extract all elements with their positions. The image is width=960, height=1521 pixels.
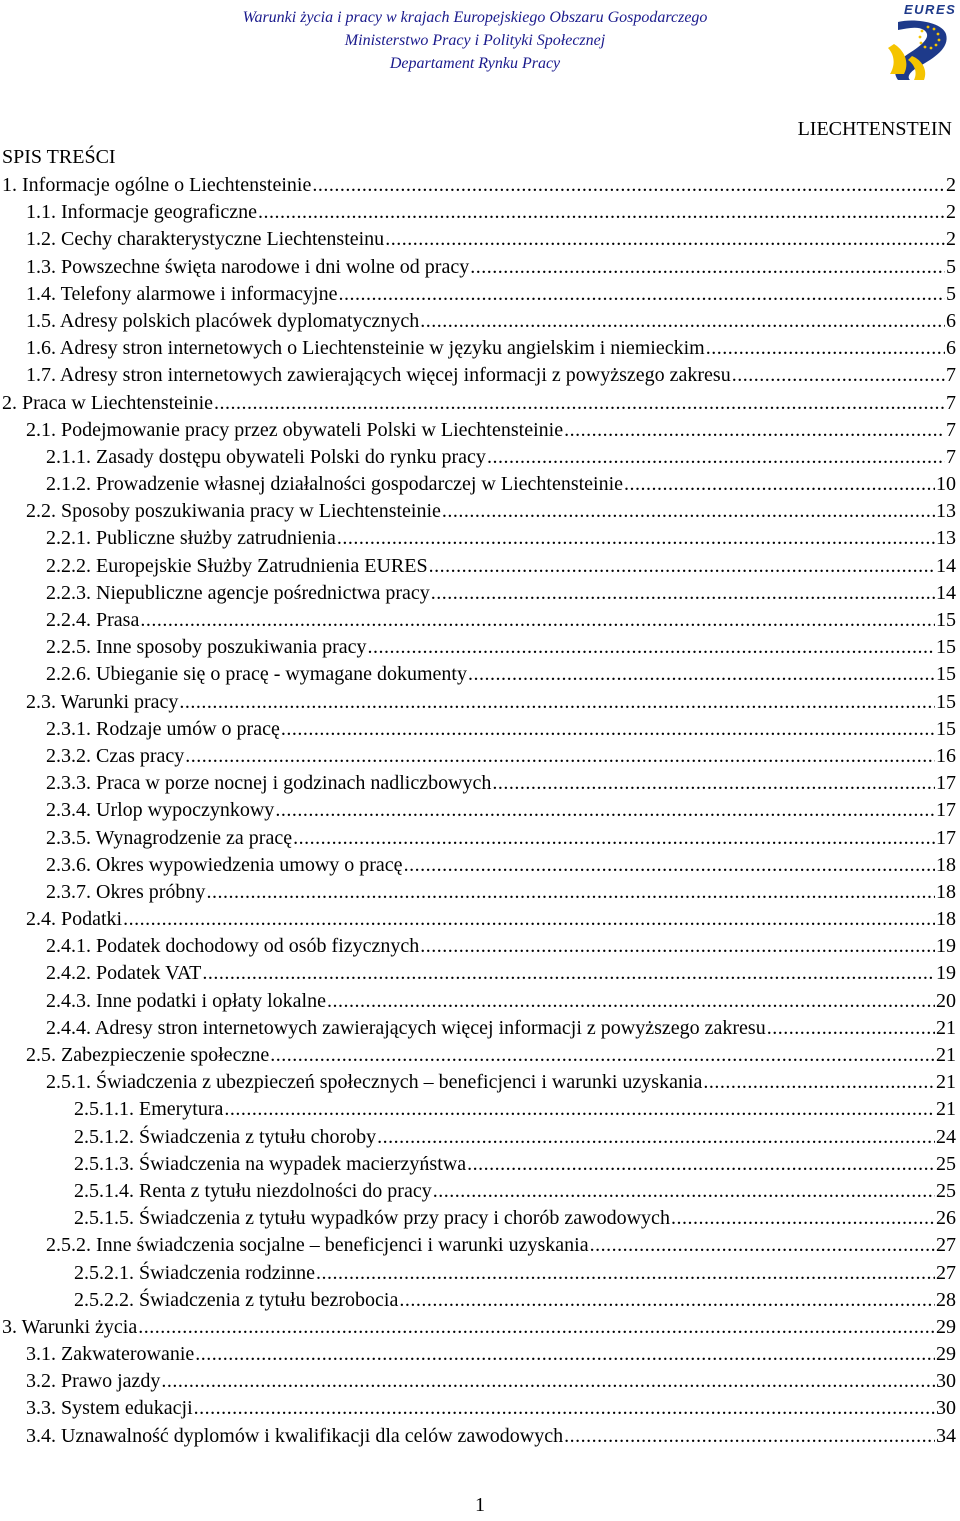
toc-entry-page: 27 <box>936 1261 956 1284</box>
toc-entry-label: 1.4. Telefony alarmowe i informacyjne <box>26 282 338 305</box>
toc-entry-page: 2 <box>946 228 956 251</box>
toc-dot-leader <box>123 906 935 933</box>
toc-entry[interactable] <box>0 281 956 308</box>
toc-entry-page: 21 <box>936 1016 956 1039</box>
toc-entry[interactable] <box>0 254 956 281</box>
toc-entry-page: 7 <box>946 418 956 441</box>
toc-entry-label: 3.1. Zakwaterowanie <box>26 1343 195 1366</box>
toc-entry-label: 3.2. Prawo jazdy <box>26 1370 161 1393</box>
toc-entry[interactable] <box>0 390 956 417</box>
country-title: LIECHTENSTEIN <box>797 118 952 140</box>
toc-dot-leader <box>429 553 935 580</box>
toc-entry-page: 14 <box>936 554 956 577</box>
toc-entry[interactable] <box>0 770 956 797</box>
toc-dot-leader <box>224 1096 935 1123</box>
toc-entry-label: 2.3.6. Okres wypowiedzenia umowy o pracę <box>46 853 403 876</box>
toc-dot-leader <box>703 1069 935 1096</box>
toc-dot-leader <box>138 1314 935 1341</box>
toc-entry-label: 2.2.3. Niepubliczne agencje pośrednictwa pracy <box>46 581 430 604</box>
toc-dot-leader <box>671 1205 935 1232</box>
toc-entry-page: 25 <box>936 1152 956 1175</box>
toc-entry-page: 7 <box>946 445 956 468</box>
toc-entry[interactable] <box>0 1124 956 1151</box>
toc-dot-leader <box>487 444 945 471</box>
toc-dot-leader <box>316 1260 935 1287</box>
toc-dot-leader <box>338 281 945 308</box>
toc-dot-leader <box>732 362 945 389</box>
toc-entry-label: 2.1.2. Prowadzenie własnej działalności gospodarczej w Liechtensteinie <box>46 473 624 496</box>
toc-entry-label: 2.2. Sposoby poszukiwania pracy w Liechtensteinie <box>26 500 441 523</box>
toc-dot-leader <box>312 172 945 199</box>
toc-entry-label: 1.1. Informacje geograficzne <box>26 201 257 224</box>
toc-entry-label: 1.3. Powszechne święta narodowe i dni wolne od pracy <box>26 255 470 278</box>
toc-entry-page: 27 <box>936 1234 956 1257</box>
header-line-2: Ministerstwo Pracy i Polityki Społecznej <box>344 32 606 49</box>
toc-entry[interactable] <box>0 362 956 389</box>
toc-entry-page: 5 <box>946 255 956 278</box>
toc-entry-label: 2. Praca w Liechtensteinie <box>2 391 214 414</box>
toc-entry[interactable] <box>0 1314 956 1341</box>
toc-dot-leader <box>420 933 935 960</box>
toc-entry[interactable] <box>0 1178 956 1205</box>
toc-entry[interactable] <box>0 553 956 580</box>
toc-entry-page: 13 <box>936 500 956 523</box>
toc-entry-label: 2.5.2.1. Świadczenia rodzinne <box>74 1261 316 1284</box>
toc-dot-leader <box>470 254 945 281</box>
toc-entry-page: 2 <box>946 174 956 196</box>
toc-dot-leader <box>281 716 935 743</box>
toc-entry-page: 15 <box>936 690 956 713</box>
toc-entry-label: 1. Informacje ogólne o Liechtensteinie <box>2 174 312 196</box>
toc-dot-leader <box>706 335 945 362</box>
toc-entry-page: 29 <box>936 1343 956 1366</box>
toc-entry-page: 21 <box>936 1044 956 1066</box>
toc-entry[interactable] <box>0 308 956 335</box>
toc-entry[interactable] <box>0 444 956 471</box>
toc-entry-page: 15 <box>936 609 956 631</box>
toc-entry-label: 2.5.1.5. Świadczenia z tytułu wypadków przy pracy i chorób zawodowych <box>74 1207 670 1230</box>
toc-entry-label: 3. Warunki życia <box>2 1315 138 1338</box>
toc-dot-leader <box>377 1124 935 1151</box>
toc-dot-leader <box>140 607 935 634</box>
toc-entry[interactable] <box>0 716 956 743</box>
toc-entry-page: 6 <box>946 309 956 332</box>
toc-entry-label: 2.2.4. Prasa <box>46 609 140 631</box>
toc-entry[interactable] <box>0 1151 956 1178</box>
toc-entry-label: 2.3.4. Urlop wypoczynkowy <box>46 799 275 822</box>
toc-entry[interactable] <box>0 580 956 607</box>
toc-dot-leader <box>404 852 935 879</box>
toc-dot-leader <box>195 1341 935 1368</box>
toc-entry-label: 2.2.6. Ubieganie się o pracę - wymagane dokumenty <box>46 663 467 686</box>
toc-entry-page: 17 <box>936 826 956 849</box>
toc-entry[interactable] <box>0 1015 956 1042</box>
toc-entry[interactable] <box>0 797 956 824</box>
toc-entry-page: 15 <box>936 663 956 686</box>
toc-entry-label: 1.5. Adresy polskich placówek dyplomatycznych <box>26 309 420 332</box>
toc-entry[interactable] <box>0 607 956 634</box>
toc-entry-page: 21 <box>936 1071 956 1094</box>
toc-dot-leader <box>590 1232 935 1259</box>
toc-dot-leader <box>564 417 945 444</box>
toc-entry-label: 2.2.5. Inne sposoby poszukiwania pracy <box>46 636 367 659</box>
table-of-contents <box>0 172 956 1450</box>
toc-entry-label: 2.4.1. Podatek dochodowy od osób fizycznych <box>46 935 420 958</box>
toc-entry[interactable] <box>0 1368 956 1395</box>
toc-entry-page: 21 <box>936 1098 956 1121</box>
toc-entry[interactable] <box>0 226 956 253</box>
toc-entry-page: 7 <box>946 364 956 387</box>
toc-entry-page: 25 <box>936 1179 956 1202</box>
toc-dot-leader <box>492 770 935 797</box>
toc-entry-label: 2.2.1. Publiczne służby zatrudnienia <box>46 527 336 550</box>
toc-entry-label: 2.4.3. Inne podatki i opłaty lokalne <box>46 989 326 1012</box>
toc-entry-page: 2 <box>946 201 956 224</box>
toc-entry-label: 2.5.1.3. Świadczenia na wypadek macierzyństwa <box>74 1152 467 1175</box>
toc-entry[interactable] <box>0 634 956 661</box>
eures-logo-icon <box>884 0 960 80</box>
page-number: 1 <box>475 1494 485 1516</box>
toc-dot-leader <box>206 879 935 906</box>
toc-entry-page: 34 <box>936 1424 956 1447</box>
toc-entry[interactable] <box>0 1395 956 1422</box>
toc-entry-page: 5 <box>946 282 956 305</box>
toc-entry-page: 13 <box>936 527 956 550</box>
toc-entry-page: 14 <box>936 581 956 604</box>
toc-dot-leader <box>214 390 945 417</box>
toc-entry[interactable] <box>0 417 956 444</box>
toc-entry[interactable] <box>0 1205 956 1232</box>
toc-dot-leader <box>270 1042 935 1069</box>
toc-entry-page: 19 <box>936 935 956 958</box>
toc-entry-label: 2.4.4. Adresy stron internetowych zawierających więcej informacji z powyższego zakresu <box>46 1016 766 1039</box>
toc-entry[interactable] <box>0 471 956 498</box>
toc-entry[interactable] <box>0 988 956 1015</box>
toc-entry-page: 28 <box>936 1288 956 1311</box>
toc-entry-label: 3.4. Uznawalność dyplomów i kwalifikacji dla celów zawodowych <box>26 1424 564 1447</box>
toc-entry-page: 20 <box>936 989 956 1012</box>
toc-entry-page: 17 <box>936 772 956 795</box>
toc-entry-label: 2.3. Warunki pracy <box>26 690 179 713</box>
toc-entry-label: 2.2.2. Europejskie Służby Zatrudnienia EURES <box>46 554 428 577</box>
toc-entry[interactable] <box>0 689 956 716</box>
toc-entry[interactable] <box>0 1232 956 1259</box>
toc-entry-page: 15 <box>936 717 956 740</box>
toc-dot-leader <box>194 1395 935 1422</box>
toc-dot-leader <box>293 825 935 852</box>
toc-entry-label: 1.6. Adresy stron internetowych o Liechtensteinie w języku angielskim i niemieckim <box>26 337 705 360</box>
toc-entry-label: 3.3. System edukacji <box>26 1397 193 1420</box>
toc-entry-page: 19 <box>936 962 956 985</box>
toc-entry-page: 18 <box>936 853 956 876</box>
toc-entry-page: 6 <box>946 337 956 360</box>
toc-entry-page: 29 <box>936 1315 956 1338</box>
toc-entry[interactable] <box>0 199 956 226</box>
header-line-1: Warunki życia i pracy w krajach Europejskiego Obszaru Gospodarczego <box>242 9 708 26</box>
toc-entry-label: 2.3.2. Czas pracy <box>46 744 185 767</box>
toc-entry-label: 2.3.3. Praca w porze nocnej i godzinach nadliczbowych <box>46 772 492 795</box>
toc-dot-leader <box>442 498 935 525</box>
toc-entry-page: 18 <box>936 908 956 931</box>
toc-entry[interactable] <box>0 661 956 688</box>
toc-entry-label: 2.5. Zabezpieczenie społeczne <box>26 1044 270 1066</box>
toc-entry[interactable] <box>0 1069 956 1096</box>
toc-dot-leader <box>368 634 936 661</box>
toc-title: SPIS TREŚCI <box>2 146 116 168</box>
toc-dot-leader <box>337 525 935 552</box>
toc-entry-label: 1.2. Cechy charakterystyczne Liechtensteinu <box>26 228 385 251</box>
toc-entry[interactable] <box>0 743 956 770</box>
toc-dot-leader <box>179 689 935 716</box>
toc-entry-label: 2.3.1. Rodzaje umów o pracę <box>46 717 280 740</box>
toc-dot-leader <box>185 743 935 770</box>
toc-dot-leader <box>433 1178 935 1205</box>
document-header <box>180 6 770 75</box>
toc-entry-page: 30 <box>936 1397 956 1420</box>
toc-entry-label: 2.1.1. Zasady dostępu obywateli Polski do rynku pracy <box>46 445 486 468</box>
toc-entry-label: 2.5.1.2. Świadczenia z tytułu choroby <box>74 1125 377 1148</box>
toc-dot-leader <box>161 1368 935 1395</box>
toc-entry[interactable] <box>0 906 956 933</box>
header-line-3: Departament Rynku Pracy <box>389 55 561 72</box>
toc-entry[interactable] <box>0 1096 956 1123</box>
toc-dot-leader <box>275 797 935 824</box>
toc-entry[interactable] <box>0 498 956 525</box>
svg-text:EURES: EURES <box>904 2 957 17</box>
toc-dot-leader <box>564 1423 935 1450</box>
toc-dot-leader <box>767 1015 935 1042</box>
toc-entry-label: 2.4. Podatki <box>26 908 123 931</box>
toc-entry[interactable] <box>0 1423 956 1450</box>
toc-dot-leader <box>467 1151 935 1178</box>
toc-dot-leader <box>385 226 945 253</box>
toc-dot-leader <box>468 661 935 688</box>
toc-entry-page: 10 <box>936 473 956 496</box>
toc-entry-label: 2.5.2.2. Świadczenia z tytułu bezrobocia <box>74 1288 399 1311</box>
toc-dot-leader <box>624 471 935 498</box>
toc-dot-leader <box>327 988 935 1015</box>
eures-logo <box>884 0 960 80</box>
toc-entry[interactable] <box>0 525 956 552</box>
toc-entry[interactable] <box>0 1260 956 1287</box>
toc-entry-label: 2.5.1. Świadczenia z ubezpieczeń społecznych – beneficjenci i warunki uzyskania <box>46 1071 703 1094</box>
toc-dot-leader <box>258 199 945 226</box>
toc-entry-page: 7 <box>946 391 956 414</box>
toc-dot-leader <box>431 580 935 607</box>
toc-entry-page: 30 <box>936 1370 956 1393</box>
toc-entry-label: 2.3.7. Okres próbny <box>46 880 206 903</box>
toc-entry[interactable] <box>0 1341 956 1368</box>
toc-entry[interactable] <box>0 335 956 362</box>
toc-entry-label: 2.5.1.1. Emerytura <box>74 1098 224 1121</box>
toc-entry[interactable] <box>0 825 956 852</box>
toc-entry[interactable] <box>0 879 956 906</box>
toc-entry-page: 18 <box>936 880 956 903</box>
toc-dot-leader <box>399 1287 935 1314</box>
toc-entry-label: 2.3.5. Wynagrodzenie za pracę <box>46 826 293 849</box>
toc-dot-leader <box>420 308 945 335</box>
toc-entry-page: 24 <box>936 1125 956 1148</box>
toc-entry-label: 2.1. Podejmowanie pracy przez obywateli Polski w Liechtensteinie <box>26 418 564 441</box>
toc-entry-label: 2.5.1.4. Renta z tytułu niezdolności do pracy <box>74 1179 432 1202</box>
toc-dot-leader <box>202 960 935 987</box>
toc-entry-label: 2.5.2. Inne świadczenia socjalne – beneficjenci i warunki uzyskania <box>46 1234 589 1257</box>
toc-entry[interactable] <box>0 933 956 960</box>
toc-entry-label: 1.7. Adresy stron internetowych zawierających więcej informacji z powyższego zakresu <box>26 364 731 387</box>
toc-entry-page: 17 <box>936 799 956 822</box>
toc-entry-page: 26 <box>936 1207 956 1230</box>
toc-entry[interactable] <box>0 1042 956 1069</box>
toc-entry[interactable] <box>0 960 956 987</box>
toc-entry-page: 16 <box>936 744 956 767</box>
toc-entry[interactable] <box>0 852 956 879</box>
toc-entry-label: 2.4.2. Podatek VAT <box>46 962 202 985</box>
toc-entry[interactable] <box>0 1287 956 1314</box>
toc-entry-page: 15 <box>936 636 956 659</box>
toc-entry[interactable] <box>0 172 956 199</box>
